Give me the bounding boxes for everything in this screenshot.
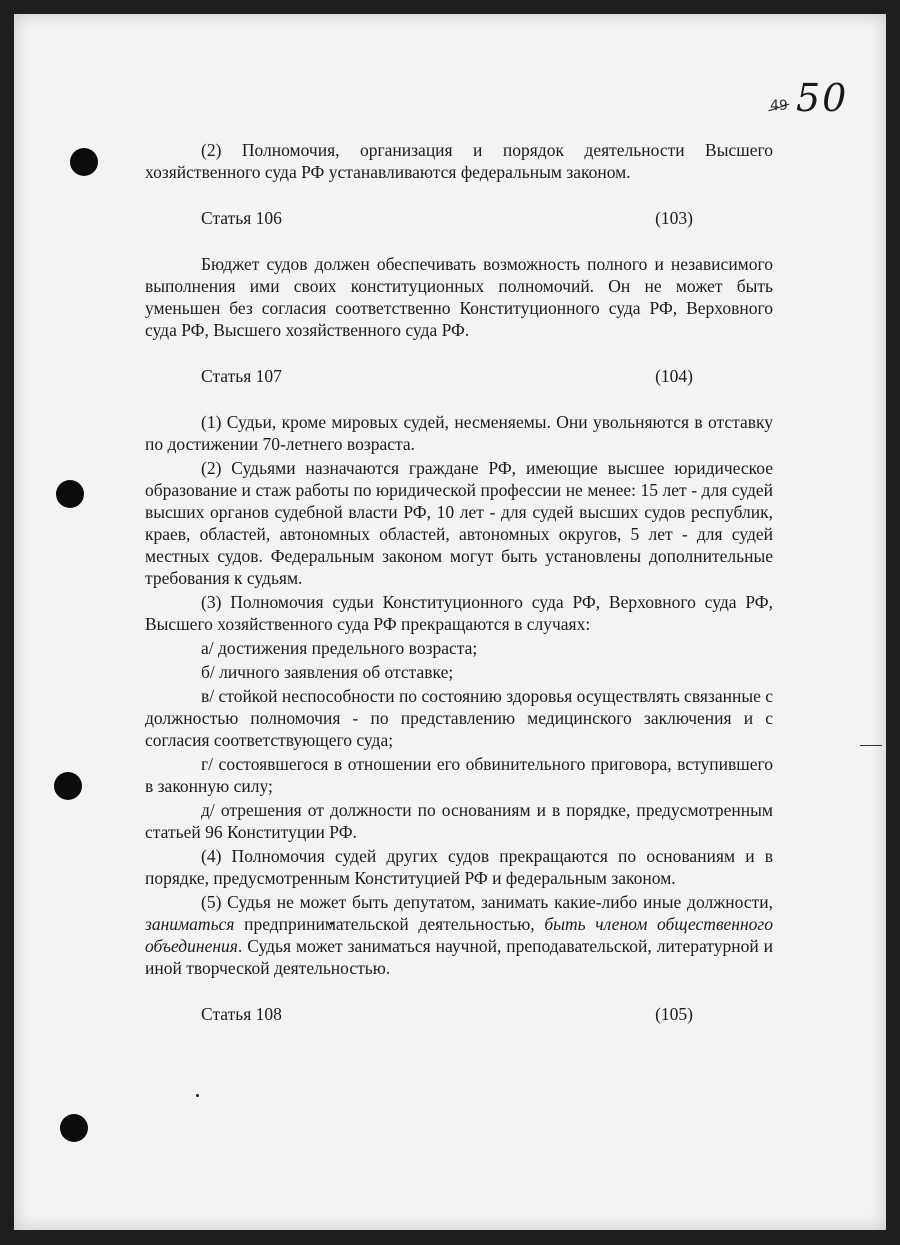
paragraph-intro: (2) Полномочия, организация и порядок деятельности Высшего хозяйственного суда РФ устанавливаются федеральным законом. (145, 140, 773, 182)
article-108-heading (145, 1003, 773, 1025)
article-title: Статья 106 (201, 208, 282, 228)
article-107-part-2: (2) Судьями назначаются граждане РФ, имеющие высшее юридическое образование и стаж работы по юридической профессии не менее: 15 лет - для судей высших органов судебной власти РФ, 10 лет - для судей высших судов республик, краев, областей, автономных областей, автономных округов, 5 лет - для судей местных судов. Федеральным законом могут быть установлены дополнительные требования к судьям. (145, 458, 773, 588)
list-item-e: д/ отрешения от должности по основаниям и в порядке, предусмотренным статьей 96 Конституции РФ. (145, 800, 773, 842)
article-107-part-5: (5) Судья не может быть депутатом, занимать какие-либо иные должности, заниматься предпринимательской деятельностью, быть членом общественного объединения. Судья может заниматься научной, преподавательской, литературной и иной творческой деятельностью. (145, 892, 774, 978)
article-title: Статья 107 (201, 366, 282, 386)
document-page (14, 14, 886, 1230)
article-107-part-1: (1) Судьи, кроме мировых судей, несменяемы. Они увольняются в отставку по достижении 70-летнего возраста. (145, 412, 773, 454)
punch-hole (60, 1114, 88, 1142)
article-old-number: (104) (655, 366, 693, 386)
article-107-part-4: (4) Полномочия судей других судов прекращаются по основаниям и в порядке, предусмотренным Конституцией РФ и федеральным законом. (145, 846, 773, 888)
list-item-d: г/ состоявшегося в отношении его обвинительного приговора, вступившего в законную силу; (145, 754, 773, 796)
document-body (145, 139, 773, 1025)
list-item-c: в/ стойкой неспособности по состоянию здоровья осуществлять связанные с должностью полномочия - по представлению медицинского заключения и с согласия соответствующего суда; (145, 686, 773, 750)
article-old-number: (105) (655, 1004, 693, 1024)
current-page-number: 50 (796, 76, 849, 120)
punch-hole (54, 772, 82, 800)
article-107-heading (145, 365, 773, 387)
list-item-b: б/ личного заявления об отставке; (201, 662, 454, 682)
margin-mark (860, 745, 882, 746)
article-title: Статья 108 (201, 1004, 282, 1024)
list-item-a: а/ достижения предельного возраста; (201, 638, 478, 658)
speck (196, 1094, 199, 1097)
article-106-heading (145, 207, 773, 229)
punch-hole (70, 148, 98, 176)
article-107-part-3: (3) Полномочия судьи Конституционного суда РФ, Верховного суда РФ, Высшего хозяйственного суда РФ прекращаются в случаях: (145, 592, 773, 634)
article-old-number: (103) (655, 208, 693, 228)
article-106-text: Бюджет судов должен обеспечивать возможность полного и независимого выполнения ими своих конституционных полномочий. Он не может быть уменьшен без согласия соответственно Конституционного суда РФ, Верховного суда РФ, Высшего хозяйственного суда РФ. (145, 254, 773, 340)
struck-page-number: 49 (770, 98, 788, 114)
punch-hole (56, 480, 84, 508)
handwritten-page-number (752, 76, 862, 124)
